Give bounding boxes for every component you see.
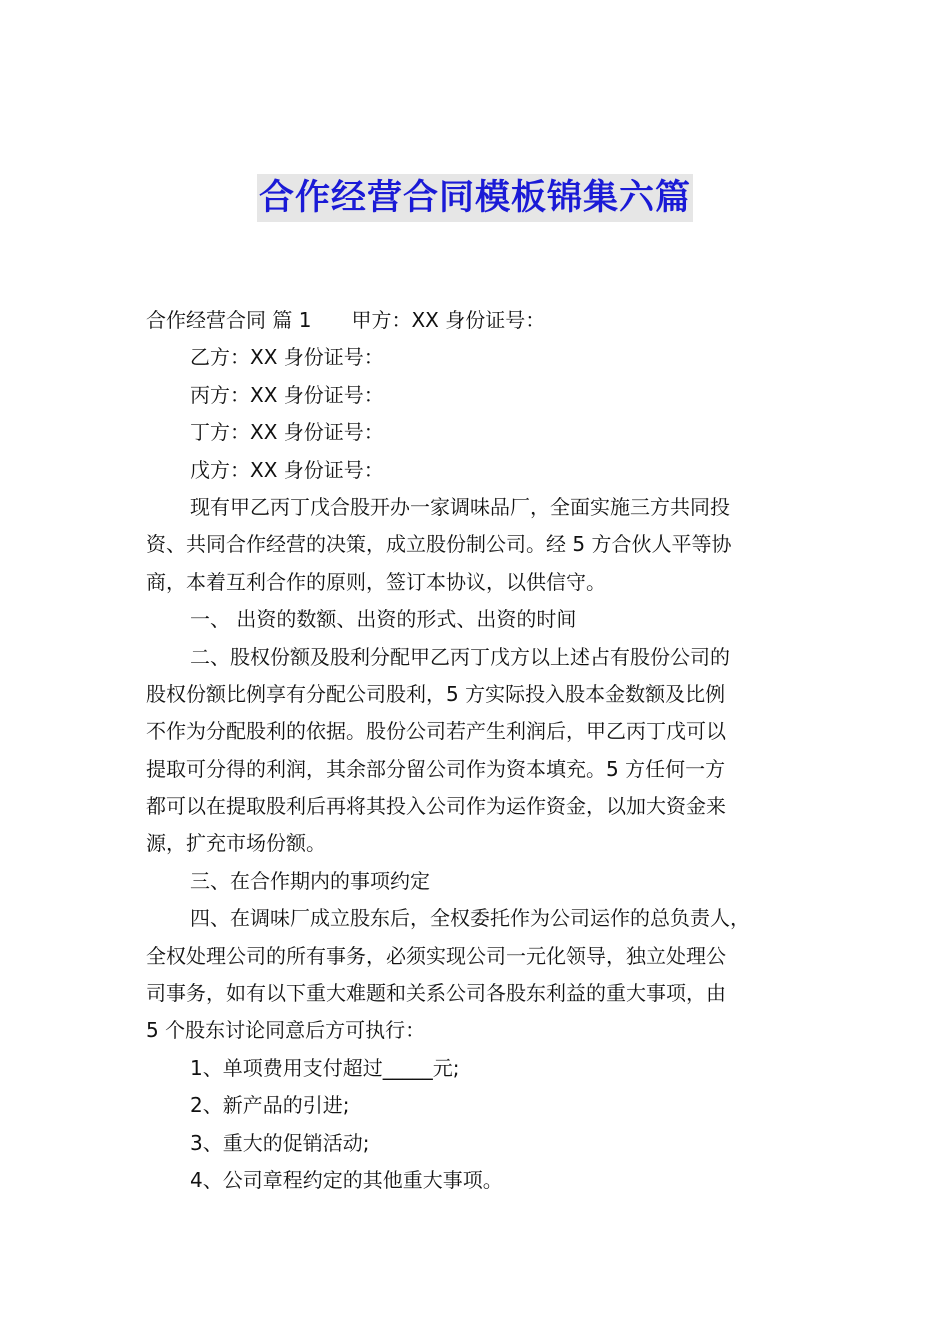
section-2-line-2: 股权份额比例享有分配公司股利，5 方实际投入股本金数额及比例 bbox=[146, 681, 726, 706]
section-2-line-4: 提取可分得的利润，其余部分留公司作为资本填充。5 方任何一方 bbox=[146, 756, 726, 781]
list-item-2: 2、新产品的引进; bbox=[190, 1093, 350, 1118]
list-item-3: 3、重大的促销活动; bbox=[190, 1130, 370, 1155]
party-e-line: 戊方：XX 身份证号： bbox=[190, 457, 384, 482]
section-4-line-2: 全权处理公司的所有事务，必须实现公司一元化领导，独立处理公 bbox=[146, 943, 726, 968]
section-2-line-5: 都可以在提取股利后再将其投入公司作为运作资金，以加大资金来 bbox=[146, 794, 726, 819]
contract-label: 合作经营合同 篇 1 bbox=[146, 308, 312, 332]
section-4-line-3: 司事务，如有以下重大难题和关系公司各股东利益的重大事项，由 bbox=[146, 981, 726, 1006]
intro-line-1: 现有甲乙丙丁戊合股开办一家调味品厂，全面实施三方共同投 bbox=[190, 494, 730, 519]
party-b-line: 乙方：XX 身份证号： bbox=[190, 345, 384, 370]
section-2-line-6: 源，扩充市场份额。 bbox=[146, 831, 326, 856]
section-2-line-1: 二、股权份额及股利分配甲乙丙丁戊方以上述占有股份公司的 bbox=[190, 644, 730, 669]
list-item-4: 4、公司章程约定的其他重大事项。 bbox=[190, 1167, 503, 1192]
section-3-heading: 三、在合作期内的事项约定 bbox=[190, 868, 430, 893]
section-1-heading: 一、 出资的数额、出资的形式、出资的时间 bbox=[190, 607, 577, 632]
party-c-line: 丙方：XX 身份证号： bbox=[190, 382, 384, 407]
section-2-line-3: 不作为分配股利的依据。股份公司若产生利润后，甲乙丙丁戊可以 bbox=[146, 719, 726, 744]
party-a-line: 甲方：XX 身份证号： bbox=[351, 308, 546, 332]
party-d-line: 丁方：XX 身份证号： bbox=[190, 420, 384, 445]
section-4-line-1: 四、在调味厂成立股东后，全权委托作为公司运作的总负责人， bbox=[190, 906, 750, 931]
document-title: 合作经营合同模板锦集六篇 bbox=[257, 174, 693, 222]
header-line bbox=[146, 302, 822, 339]
intro-line-3: 商，本着互利合作的原则，签订本协议，以供信守。 bbox=[146, 569, 606, 594]
intro-line-2: 资、共同合作经营的决策，成立股份制公司。经 5 方合伙人平等协 bbox=[146, 532, 732, 557]
document-body bbox=[146, 302, 822, 1199]
section-4-line-4: 5 个股东讨论同意后方可执行： bbox=[146, 1018, 426, 1043]
title-block bbox=[0, 174, 950, 222]
list-item-1: 1、单项费用支付超过_____元; bbox=[190, 1055, 460, 1080]
